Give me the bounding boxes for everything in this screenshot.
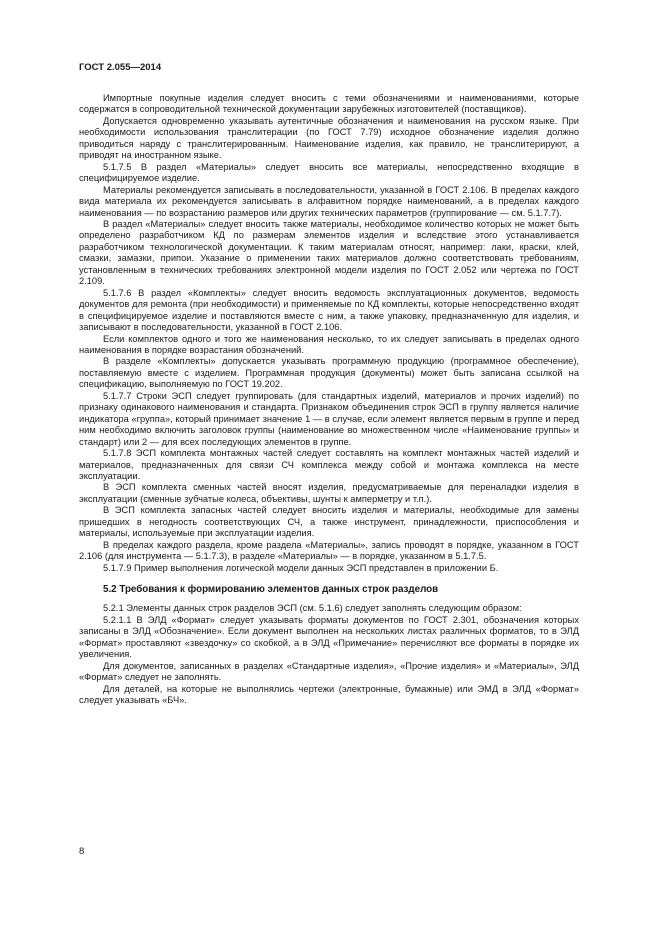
- paragraph: Если комплектов одного и того же наименования несколько, то их следует записывать в пределах одного наименования в порядке возрастания обозначений.: [79, 333, 579, 355]
- section-heading: 5.2 Требования к формированию элементов данных строк разделов: [103, 584, 439, 596]
- paragraph: 5.1.7.6 В раздел «Комплекты» следует вносить ведомость эксплуатационных документов, ведомость документов для ремонта (при необходимости) и применяемые по КД комплекты, которые непосредственно входят в специфицируемое изделие и поставляются вместе с ним, а также упаковку, предназначенную для изделия, и записывают в последовательности, указанной в ГОСТ 2.106.: [79, 287, 579, 333]
- paragraph: В ЭСП комплекта запасных частей следует вносить изделия и материалы, необходимые для замены пришедших в негодность соответствующих СЧ, а также инструмент, принадлежности, приспособления и материалы, используемые при эксплуатации изделия.: [79, 505, 579, 539]
- paragraph: В пределах каждого раздела, кроме раздела «Материалы», запись проводят в порядке, указанном в ГОСТ 2.106 (для инструмента — 5.1.7.3), в разделе «Материалы» — в порядке, указанном в 5.1.7.5.: [79, 539, 579, 562]
- paragraph: 5.2.1.1 В ЭЛД «Формат» следует указывать форматы документов по ГОСТ 2.301, обозначения которых записаны в ЭЛД «Обозначение». Если документ выполнен на нескольких листах различных форматов, то в ЭЛД «Формат» проставляют «звездочку» со скобкой, а в ЭЛД «Примечание» перечисляют все форматы в порядке их увеличения.: [79, 614, 579, 660]
- paragraph: Для деталей, на которые не выполнялись чертежи (электронные, бумажные) или ЭМД в ЭЛД «Формат» следует указывать «БЧ».: [79, 683, 579, 706]
- paragraph: 5.2.1 Элементы данных строк разделов ЭСП (см. 5.1.6) следует заполнять следующим образом:: [103, 603, 522, 614]
- paragraph: 5.1.7.7 Строки ЭСП следует группировать (для стандартных изделий, материалов и прочих изделий) по признаку одинакового наименования и стандарта. Признаком объединения строк ЭСП в группу является наличие индикатора «группа», который принимает значение 1 — в случае, если элемент является первым в группе и перед ним необходимо включить заголовок группы (наименование во множественном числе «Наименование группы» и стандарт) или 2 — для всех последующих элементов в группе.: [79, 390, 579, 447]
- paragraph: Допускается одновременно указывать аутентичные обозначения и наименования на русском языке. При необходимости использования транслитерации (по ГОСТ 7.79) исходное обозначение изделия должно приводиться наряду с транслитерированным. Наименование изделия, как правило, не транслитерируют, а приводят на иностранном языке.: [79, 115, 579, 161]
- page-number: 8: [79, 846, 85, 857]
- paragraph: 5.1.7.8 ЭСП комплекта монтажных частей следует составлять на комплект монтажных частей изделий и материалов, предназначенных для связи СЧ комплекса между собой и монтажа комплекса на месте эксплуатации.: [79, 448, 579, 481]
- paragraph: Для документов, записанных в разделах «Стандартные изделия», «Прочие изделия» и «Материалы», ЭЛД «Формат» следует не заполнять.: [79, 660, 579, 683]
- paragraphs-before: [79, 93, 579, 574]
- paragraph: 5.1.7.5 В раздел «Материалы» следует вносить все материалы, непосредственно входящие в специфицируемое изделие.: [79, 161, 579, 184]
- paragraph: 5.1.7.9 Пример выполнения логической модели данных ЭСП представлен в приложении Б.: [103, 562, 499, 573]
- paragraph: Материалы рекомендуется записывать в последовательности, указанной в ГОСТ 2.106. В пределах каждого вида материала их рекомендуется записывать в алфавитном порядке наименований, а в пределах каждого наименования — по возрастанию размеров или других технических параметров (группирование — см. 5.1.7.7).: [79, 184, 579, 218]
- paragraph: В раздел «Материалы» следует вносить также материалы, необходимое количество которых не может быть определено разработчиком КД по размерам элементов изделия и вследствие этого устанавливается разработчиком технологической документации. К таким материалам относят, например: лаки, краски, клей, смазки, замазки, припои. Указание о применении таких материалов должно соответствовать требованиям, установленным в технических требованиях электронной модели изделия по ГОСТ 2.052 или чертежа по ГОСТ 2.109.: [79, 218, 579, 287]
- paragraph: Импортные покупные изделия следует вносить с теми обозначениями и наименованиями, которые содержатся в сопроводительной технической документации зарубежных изготовителей (поставщиков).: [79, 93, 579, 115]
- paragraph: В ЭСП комплекта сменных частей вносят изделия, предусматриваемые для переналадки изделия в эксплуатации (сменные зубчатые колеса, объективы, шунты к амперметру и т.п.).: [79, 482, 579, 504]
- paragraph: В разделе «Комплекты» допускается указывать программную продукцию (программное обеспечение), поставляемую вместе с изделием. Программная продукция (документы) может быть записана ссылкой на спецификацию, выполняемую по ГОСТ 19.202.: [79, 356, 579, 390]
- page-content: [79, 93, 579, 707]
- paragraphs-after: [79, 603, 579, 706]
- document-header: ГОСТ 2.055—2014: [79, 62, 162, 73]
